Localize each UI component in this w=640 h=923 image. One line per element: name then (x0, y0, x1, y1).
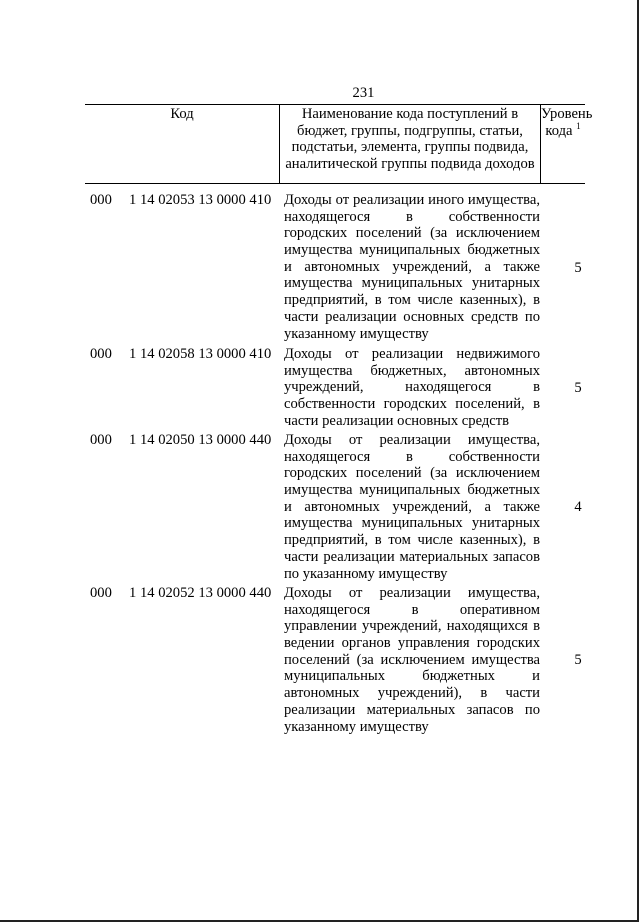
row-code: 1 14 02050 13 0000 440 (129, 432, 272, 448)
header-name-line: аналитической группы подвида доходов (285, 156, 535, 173)
description-line: автономных учреждений), в части (284, 685, 540, 702)
description-line: Доходы от реализации имущества, (284, 585, 540, 601)
row-prefix: 000 (90, 192, 112, 208)
header-level-line: Уровень (541, 106, 593, 122)
header-level-word: кода (545, 122, 573, 139)
description-line: Доходы от реализации иного имущества, (284, 192, 540, 208)
row-prefix: 000 (90, 585, 112, 601)
row-code: 1 14 02052 13 0000 440 (129, 585, 272, 601)
page-number: 231 (352, 85, 375, 101)
row-prefix: 000 (90, 432, 112, 448)
description-line: находящегося в собственности (284, 448, 540, 465)
description-line: городских поселений (за исключением (284, 225, 540, 242)
description-line: части реализации материальных запасов (284, 548, 540, 565)
row-description (284, 192, 540, 342)
header-bottom-rule (85, 183, 585, 184)
description-line: имущества муниципальных унитарных (284, 515, 540, 532)
row-description (284, 346, 540, 429)
description-line: указанному имуществу (284, 718, 429, 735)
header-top-rule (85, 104, 585, 105)
description-line: предприятий, в том числе казенных), в (284, 292, 540, 309)
description-line: имущества бюджетных, автономных (284, 362, 540, 379)
description-line: Доходы от реализации имущества, (284, 432, 540, 448)
description-line: имущества муниципальных унитарных (284, 275, 540, 292)
header-name-line: Наименование кода поступлений в (301, 106, 519, 122)
description-line: части реализации основных средств по (284, 308, 540, 325)
description-line: учреждений, находящегося в (284, 379, 540, 396)
header-name-line: подстатьи, элемента, группы подвида, (291, 139, 529, 156)
footnote-marker: 1 (576, 120, 581, 131)
table-header (85, 104, 593, 183)
row-description (284, 585, 540, 735)
description-line: поселений (за исключением имущества (284, 651, 540, 668)
description-line: части реализации основных средств (284, 412, 510, 429)
description-line: реализации материальных запасов по (284, 701, 540, 718)
description-line: предприятий, в том числе казенных), в (284, 532, 540, 549)
row-level: 5 (574, 380, 582, 396)
header-name (281, 106, 539, 173)
description-line: имущества муниципальных бюджетных (284, 242, 540, 259)
description-line: муниципальных бюджетных и (284, 668, 540, 685)
description-line: ведении органов управления городских (284, 635, 540, 652)
row-level: 4 (574, 499, 582, 515)
description-line: по указанному имуществу (284, 565, 448, 582)
row-level: 5 (574, 652, 582, 668)
header-code: Код (170, 106, 194, 122)
header-name-line: бюджет, группы, подгруппы, статьи, (297, 122, 523, 139)
description-line: Доходы от реализации недвижимого (284, 346, 540, 362)
description-line: управлении учреждений, находящихся в (284, 618, 540, 635)
header-level (541, 106, 593, 139)
row-description (284, 432, 540, 582)
header-level-line (541, 120, 585, 140)
description-line: находящегося в оперативном (284, 601, 540, 618)
column-divider-1 (279, 104, 280, 184)
row-prefix: 000 (90, 346, 112, 362)
row-code: 1 14 02058 13 0000 410 (129, 346, 272, 362)
description-line: и автономных учреждений, а также (284, 258, 540, 275)
description-line: и автономных учреждений, а также (284, 498, 540, 515)
description-line: собственности городских поселений, в (284, 396, 540, 413)
row-code: 1 14 02053 13 0000 410 (129, 192, 272, 208)
description-line: имущества муниципальных бюджетных (284, 482, 540, 499)
description-line: находящегося в собственности (284, 208, 540, 225)
description-line: городских поселений (за исключением (284, 465, 540, 482)
description-line: указанному имуществу (284, 325, 429, 342)
row-level: 5 (574, 260, 582, 276)
